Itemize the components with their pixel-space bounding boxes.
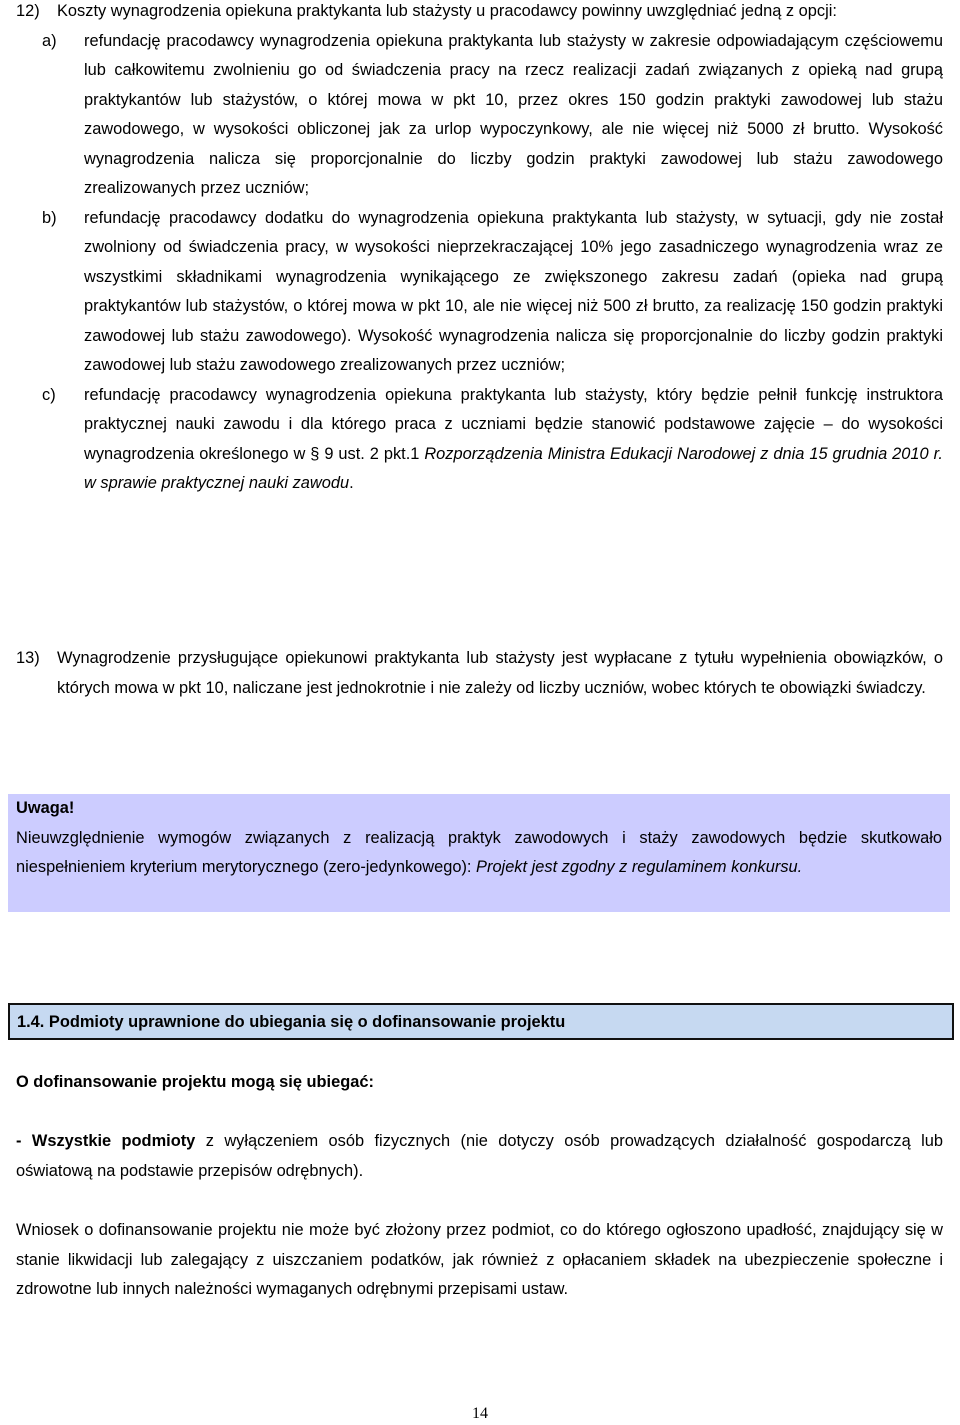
- item-13-number: 13): [16, 649, 40, 667]
- warning-text: [16, 824, 942, 883]
- item-12-intro: Koszty wynagrodzenia opiekuna praktykanta lub stażysty u pracodawcy powinny uwzględniać jedną z opcji:: [57, 2, 837, 20]
- eligibility-body: z wyłączeniem osób fizycznych (nie dotyczy osób prowadzących działalność gospodarczą lub oświatową na podstawie przepisów odrębnych).: [16, 1132, 943, 1180]
- option-letter: c): [42, 385, 56, 404]
- option-letter: a): [42, 31, 57, 50]
- eligibility-lead: - Wszystkie podmioty: [16, 1132, 196, 1150]
- regulation-title: Rozporządzenia Ministra Edukacji Narodowej z dnia 15 grudnia 2010 r. w sprawie praktycznej nauki zawodu: [84, 444, 943, 492]
- eligibility-heading: O dofinansowanie projektu mogą się ubiegać:: [16, 1073, 374, 1091]
- warning-body: Nieuwzględnienie wymogów związanych z realizacją praktyk zawodowych i staży zawodowych będzie skutkowało niespełnieniem kryterium merytorycznego (zero-jedynkowego):: [16, 828, 942, 876]
- item-13: [16, 644, 943, 703]
- item-12-number: 12): [16, 2, 40, 20]
- warning-criterion: Projekt jest zgodny z regulaminem konkursu.: [476, 858, 803, 876]
- option-letter: b): [42, 208, 57, 227]
- warning-title: Uwaga!: [16, 799, 75, 817]
- option-text: refundację pracodawcy wynagrodzenia opiekuna praktykanta lub stażysty w zakresie odpowiadającym częściowemu lub całkowitemu zwolnieniu go od świadczenia pracy na rzecz realizacji zadań związanych z opieką nad grupą praktykantów lub stażystów, o której mowa w pkt 10, przez okres 150 godzin praktyki zawodowej lub stażu zawodowego, w wysokości obliczonej jak za urlop wypoczynkowy, ale nie więcej niż 5000 zł brutto. Wysokość wynagrodzenia nalicza się proporcjonalnie do liczby godzin praktyki zawodowej lub stażu zawodowego zrealizowanych przez uczniów;: [84, 31, 943, 197]
- option-text: refundację pracodawcy dodatku do wynagrodzenia opiekuna praktykanta lub stażysty, w sytuacji, gdy nie został zwolniony od świadczenia pracy, w wysokości nieprzekraczającej 10% jego zasadniczego wynagrodzenia wraz ze wszystkimi składnikami wynagrodzenia wynikającego ze zwiększonego zakresu zadań (opieka nad grupą praktykantów lub stażystów, o której mowa w pkt 10, ale nie więcej niż 500 zł brutto, za realizację 150 godzin praktyki zawodowej lub stażu zawodowego). Wysokość wynagrodzenia nalicza się proporcjonalnie do liczby godzin praktyki zawodowej lub stażu zawodowego zrealizowanych przez uczniów;: [84, 208, 943, 374]
- item-13-text: Wynagrodzenie przysługujące opiekunowi praktykanta lub stażysty jest wypłacane z tytułu wypełnienia obowiązków, o których mowa w pkt 10, naliczane jest jednokrotnie i nie zależy od liczby uczniów, wobec których te obowiązki świadczy.: [57, 649, 943, 697]
- option-c: [42, 381, 943, 499]
- option-b: [42, 204, 943, 381]
- page-number: 14: [472, 1405, 488, 1422]
- option-a: [42, 27, 943, 204]
- eligibility-text: [16, 1127, 943, 1186]
- item-12: [16, 0, 943, 499]
- option-c-end: .: [349, 474, 354, 492]
- option-c-text: refundację pracodawcy wynagrodzenia opiekuna praktykanta lub stażysty, który będzie pełnił funkcję instruktora praktycznej nauki zawodu i dla którego praca z uczniami będzie stanowić podstawowe zajęcie – do wysokości wynagrodzenia określonego w § 9 ust. 2 pkt.1: [84, 385, 943, 463]
- exclusion-text: Wniosek o dofinansowanie projektu nie może być złożony przez podmiot, co do którego ogłoszono upadłość, znajdujący się w stanie likwidacji lub zalegający z uiszczaniem podatków, jak również z opłacaniem składek na ubezpieczenie społeczne i zdrowotne lub innych należności wymaganych odrębnymi przepisami ustaw.: [16, 1221, 943, 1298]
- option-text: [84, 381, 943, 499]
- section-heading: 1.4. Podmioty uprawnione do ubiegania się o dofinansowanie projektu: [8, 1003, 954, 1040]
- item-12-options: [42, 27, 943, 499]
- warning-box: [8, 794, 950, 912]
